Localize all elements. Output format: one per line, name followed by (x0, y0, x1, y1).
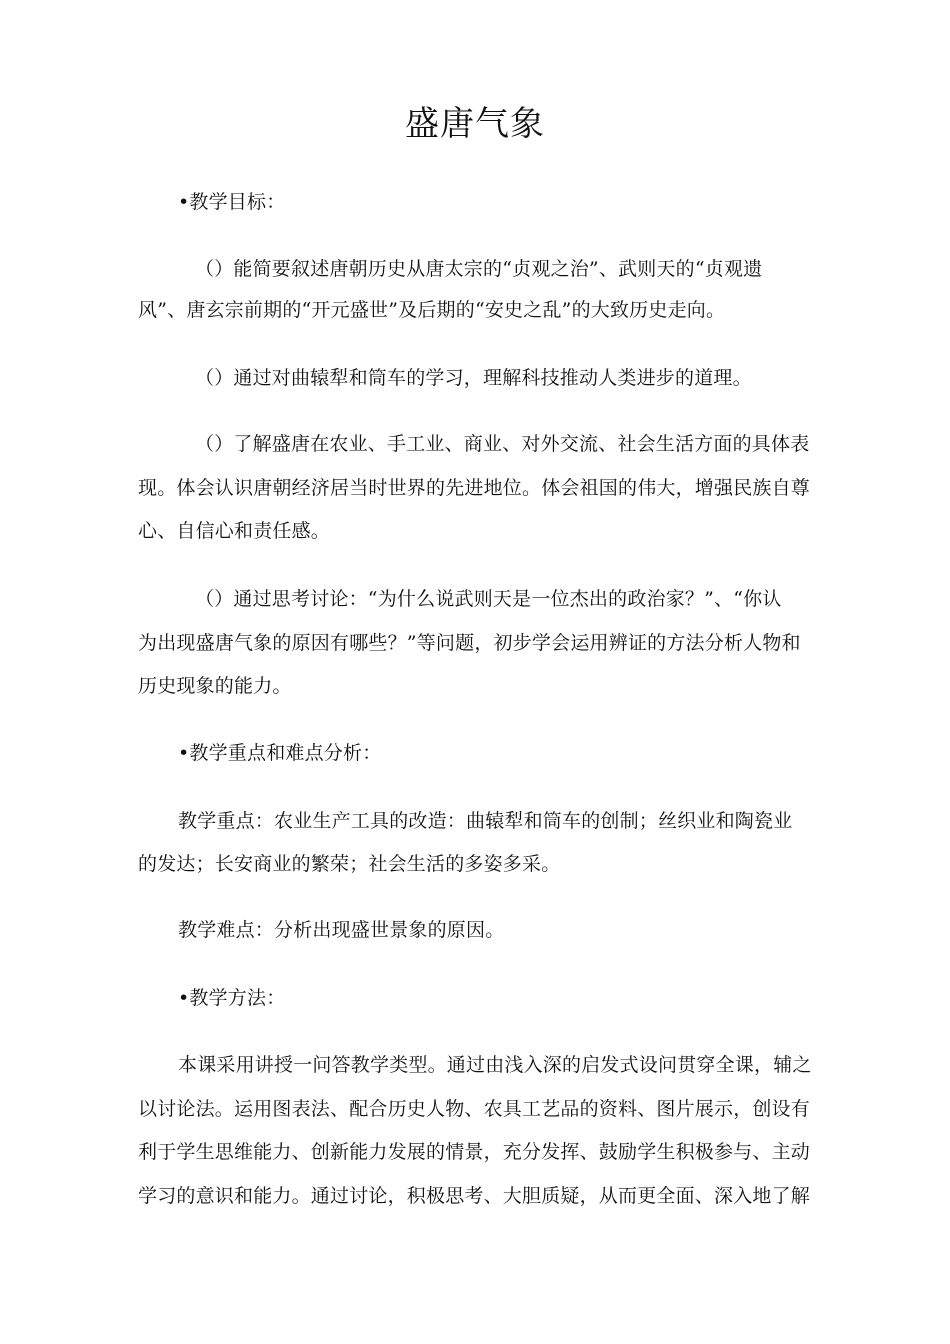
paragraph-line: 风”、唐玄宗前期的“开元盛世”及后期的“安史之乱”的大致历史走向。 (138, 299, 726, 321)
document-title: 盛唐气象 (405, 104, 545, 144)
paragraph-line: 现。体会认识唐朝经济居当时世界的先进地位。体会祖国的伟大，增强民族自尊 (138, 477, 811, 499)
paragraph-line: 以讨论法。运用图表法、配合历史人物、农具工艺品的资料、图片展示，创设有 (138, 1098, 811, 1120)
paragraph-line: （）了解盛唐在农业、手工业、商业、对外交流、社会生活方面的具体表 (195, 433, 810, 455)
paragraph-line: 历史现象的能力。 (138, 675, 292, 697)
section-heading-methods: •教学方法： (178, 987, 286, 1009)
paragraph-line: （）通过思考讨论：“为什么说武则天是一位杰出的政治家？”、“你认 (195, 588, 782, 610)
paragraph-line: 的发达；长安商业的繁荣；社会生活的多姿多采。 (138, 853, 561, 875)
paragraph-line: 利于学生思维能力、创新能力发展的情景，充分发挥、鼓励学生积极参与、主动 (138, 1141, 811, 1163)
section-heading-key-points: •教学重点和难点分析： (178, 742, 382, 764)
paragraph-line: 为出现盛唐气象的原因有哪些？”等问题，初步学会运用辨证的方法分析人物和 (138, 632, 801, 654)
paragraph-line: 教学重点：农业生产工具的改造：曲辕犁和筒车的创制；丝织业和陶瓷业 (178, 810, 793, 832)
paragraph-line: （）通过对曲辕犁和筒车的学习，理解科技推动人类进步的道理。 (195, 367, 752, 389)
paragraph-line: 教学难点：分析出现盛世景象的原因。 (178, 919, 505, 941)
paragraph-line: 学习的意识和能力。通过讨论，积极思考、大胆质疑，从而更全面、深入地了解 (138, 1185, 811, 1207)
paragraph-line: 心、自信心和责任感。 (138, 520, 331, 542)
paragraph-line: 本课采用讲授一问答教学类型。通过由浅入深的启发式设问贯穿全课，辅之 (178, 1054, 812, 1076)
section-heading-objectives: •教学目标： (178, 191, 286, 213)
paragraph-line: （）能简要叙述唐朝历史从唐太宗的“贞观之治”、武则天的“贞观遗 (195, 258, 763, 280)
